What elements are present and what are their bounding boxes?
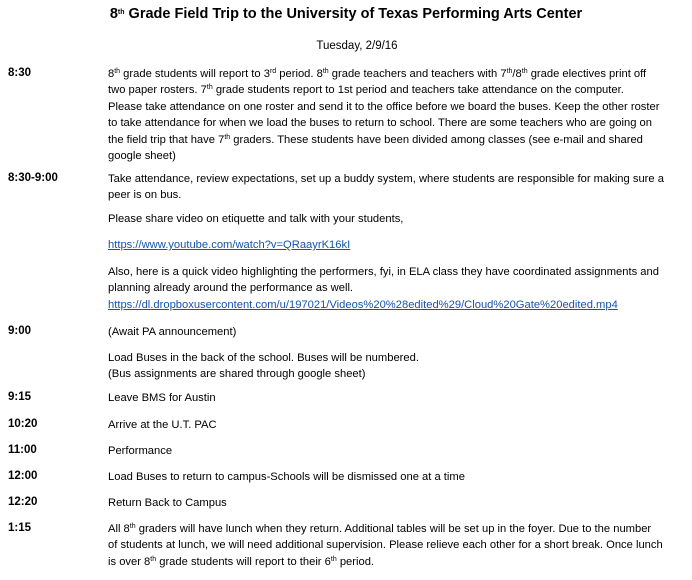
text-line: 8th grade students will report to 3rd period. 8th grade teachers and teachers with 7th/8th grade electives print off (108, 68, 647, 80)
text-line: two paper rosters. 7th grade students report to 1st period and teachers take attendance on the computer. (108, 84, 624, 97)
time-0900: 9:00 (8, 325, 32, 337)
time-0830-0900: 8:30-9:00 (8, 172, 58, 184)
page-title: 8th Grade Field Trip to the University of Texas Performing Arts Center (109, 6, 583, 22)
text-line: All 8th graders will have lunch when they return. Additional tables will be set up in the foyer. Due to the number (108, 523, 652, 535)
text-line (108, 297, 684, 313)
text-line: peer is on bus. (108, 189, 182, 202)
schedule-text-0830-0900 (108, 171, 684, 204)
time-1200: 12:00 (8, 470, 38, 482)
time-1220: 12:20 (8, 496, 38, 508)
schedule-text-1220: Return Back to Campus (108, 497, 227, 509)
text-line: google sheet) (108, 150, 176, 163)
performers-note (108, 264, 684, 313)
text-line: to take attendance for when we load the buses to return to school. There are some teachers who are going on (108, 117, 652, 130)
text-line: is over 8th grade students will report to their 6th period. (108, 555, 375, 568)
schedule-text-0915: Leave BMS for Austin (108, 392, 216, 404)
text-line: Please take attendance on one roster and send it to the office before we board the buses. Keep the other roster (108, 100, 660, 113)
text-line: Take attendance, review expectations, set up a buddy system, where students are responsible for making sure a (108, 173, 664, 185)
time-0115: 1:15 (8, 522, 32, 534)
text-line: planning already around the performance as well. (108, 282, 354, 295)
time-0915: 9:15 (8, 391, 32, 403)
text-line: of students at lunch, we will need additional supervision. Please relieve each other for a short break. Once lunch (108, 539, 663, 552)
text-line: (Bus assignments are shared through google sheet) (108, 368, 366, 381)
schedule-text-1020: Arrive at the U.T. PAC (108, 419, 217, 431)
schedule-text-1100: Performance (108, 445, 173, 457)
youtube-link[interactable]: https://www.youtube.com/watch?v=QRaayrK16kI (108, 239, 351, 251)
youtube-link-row (108, 237, 684, 253)
schedule-text-0830 (108, 66, 684, 164)
schedule-text-1200: Load Buses to return to campus-Schools will be dismissed one at a time (108, 471, 465, 483)
dropbox-link[interactable]: https://dl.dropboxusercontent.com/u/197021/Videos%20%28edited%29/Cloud%20Gate%20edited.mp4 (108, 298, 618, 311)
trip-date: Tuesday, 2/9/16 (316, 40, 398, 52)
schedule-text-0115 (108, 521, 684, 570)
time-1020: 10:20 (8, 418, 38, 430)
text-line: Also, here is a quick video highlighting the performers, fyi, in ELA class they have coordinated assignments and (108, 266, 659, 278)
text-line: Load Buses in the back of the school. Buses will be numbered. (108, 352, 419, 364)
text-line: the field trip that have 7th graders. These students have been divided among classes (see e-mail and shared (108, 133, 643, 146)
etiquette-note: Please share video on etiquette and talk with your students, (108, 213, 404, 225)
time-0830: 8:30 (8, 67, 32, 79)
time-1100: 11:00 (8, 444, 37, 456)
load-buses-note (108, 350, 684, 383)
pa-announcement: (Await PA announcement) (108, 326, 237, 338)
